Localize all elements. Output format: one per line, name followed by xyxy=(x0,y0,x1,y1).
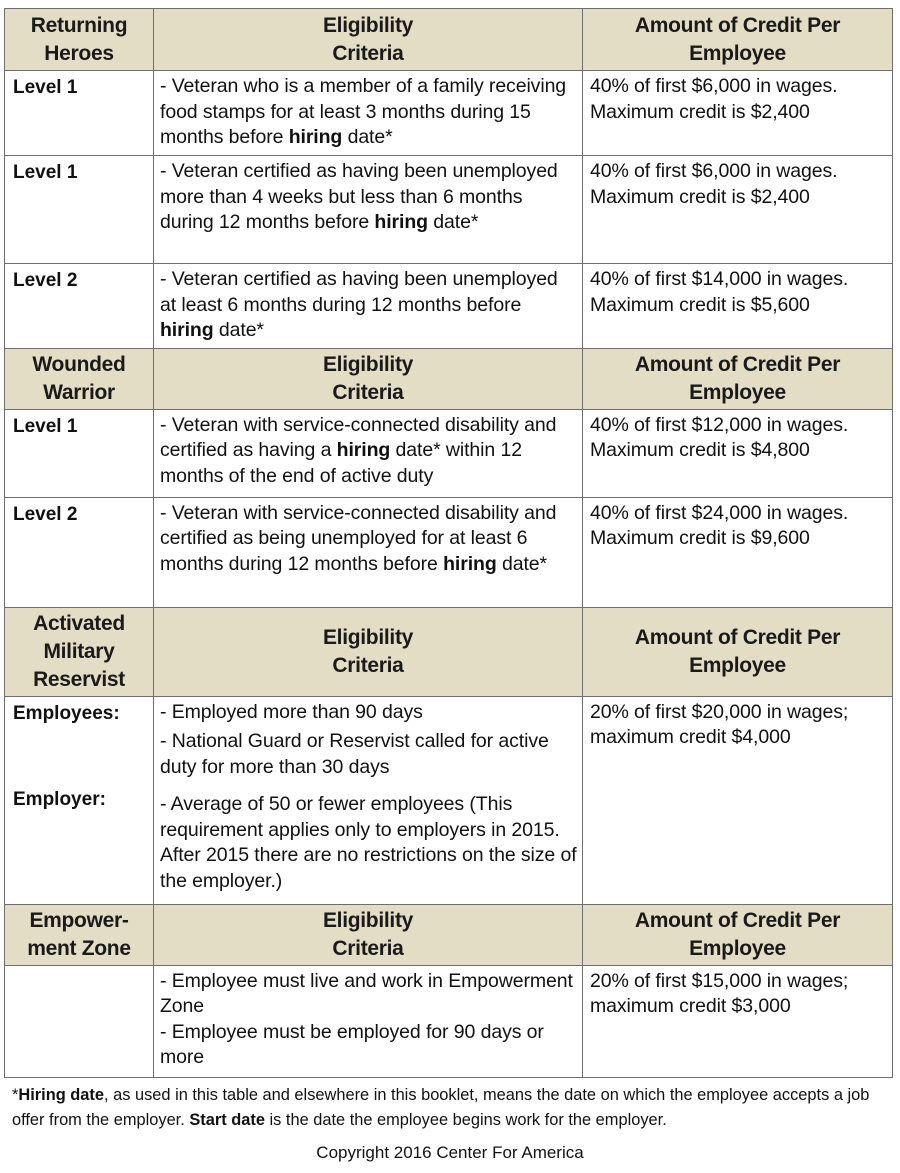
credit-table xyxy=(4,8,893,1078)
criteria-header: Eligibility Criteria xyxy=(154,348,583,409)
table-row xyxy=(5,497,893,607)
criteria-header: Eligibility Criteria xyxy=(154,904,583,965)
level-label: Level 2 xyxy=(5,264,154,349)
category-label: Empower- xyxy=(29,908,129,932)
table-row xyxy=(5,71,893,156)
category-label: Military xyxy=(43,639,115,663)
footnote: *Hiring date, as used in this table and elsewhere in this booklet, means the date on which the employee accepts a job offer from the employer. Start date is the date the employee begins work for the employer. xyxy=(12,1086,870,1129)
credit-amount: 20% of first $20,000 in wages; maximum credit $4,000 xyxy=(583,696,893,904)
section-header-activated-military-reservist xyxy=(5,607,893,696)
table-row xyxy=(5,965,893,1077)
credit-amount: 40% of first $24,000 in wages. Maximum credit is $9,600 xyxy=(583,497,893,607)
category-label: Activated xyxy=(33,611,125,635)
criteria-text: - Veteran certified as having been unemployed more than 4 weeks but less than 6 months during 12 months before hiring date* xyxy=(154,156,583,264)
table-row xyxy=(5,409,893,497)
level-label: Level 1 xyxy=(5,156,154,264)
criteria-text: - Veteran with service-connected disability and certified as having a hiring date* within 12 months of the end of active duty xyxy=(154,409,583,497)
level-label: Level 1 xyxy=(5,71,154,156)
category-cell xyxy=(5,607,154,696)
criteria-header: Eligibility Criteria xyxy=(154,9,583,71)
table-row xyxy=(5,156,893,264)
credit-amount: 40% of first $12,000 in wages. Maximum credit is $4,800 xyxy=(583,409,893,497)
employees-label: Employees: xyxy=(13,702,120,724)
category-cell xyxy=(5,9,154,71)
table-row xyxy=(5,696,893,904)
criteria-text: - Veteran who is a member of a family receiving food stamps for at least 3 months during 15 months before hiring date* xyxy=(154,71,583,156)
category-cell xyxy=(5,348,154,409)
category-label: Returning xyxy=(30,13,128,37)
section-header-wounded-warrior xyxy=(5,348,893,409)
category-label: Warrior xyxy=(43,380,115,404)
footnote-term-start-date: Start date xyxy=(189,1111,265,1129)
level-label xyxy=(5,965,154,1077)
section-header-returning-heroes xyxy=(5,9,893,71)
category-label: ment Zone xyxy=(27,936,131,960)
amount-header: Amount of Credit Per Employee xyxy=(583,904,893,965)
level-label: Level 1 xyxy=(5,409,154,497)
category-label: Reservist xyxy=(33,667,125,691)
amount-header: Amount of Credit Per Employee xyxy=(583,348,893,409)
amount-header: Amount of Credit Per Employee xyxy=(583,607,893,696)
criteria-header: Eligibility Criteria xyxy=(154,607,583,696)
copyright: Copyright 2016 Center For America xyxy=(316,1143,584,1162)
level-label: Level 2 xyxy=(5,497,154,607)
level-label xyxy=(5,696,154,904)
credit-amount: 20% of first $15,000 in wages; maximum credit $3,000 xyxy=(583,965,893,1077)
category-label: Wounded xyxy=(32,352,126,376)
category-cell xyxy=(5,904,154,965)
section-header-empowerment-zone xyxy=(5,904,893,965)
footnote-term-hiring-date: Hiring date xyxy=(18,1086,104,1104)
criteria-text: - Employed more than 90 days - National Guard or Reservist called for active duty for more than 30 days - Average of 50 or fewer employees (This requirement applies only to employers in 2015. After 2015 there are no restrictions on the size of the employer.) xyxy=(154,696,583,904)
credit-amount: 40% of first $6,000 in wages. Maximum credit is $2,400 xyxy=(583,156,893,264)
criteria-text: - Employee must live and work in Empowerment Zone - Employee must be employed for 90 days or more xyxy=(154,965,583,1077)
employer-label: Employer: xyxy=(13,788,106,810)
category-label: Heroes xyxy=(44,41,114,65)
amount-header: Amount of Credit Per Employee xyxy=(583,9,893,71)
credit-amount: 40% of first $6,000 in wages. Maximum credit is $2,400 xyxy=(583,71,893,156)
table-row xyxy=(5,264,893,349)
criteria-text: - Veteran with service-connected disability and certified as being unemployed for at least 6 months during 12 months before hiring date* xyxy=(154,497,583,607)
criteria-text: - Veteran certified as having been unemployed at least 6 months during 12 months before hiring date* xyxy=(154,264,583,349)
credit-amount: 40% of first $14,000 in wages. Maximum credit is $5,600 xyxy=(583,264,893,349)
